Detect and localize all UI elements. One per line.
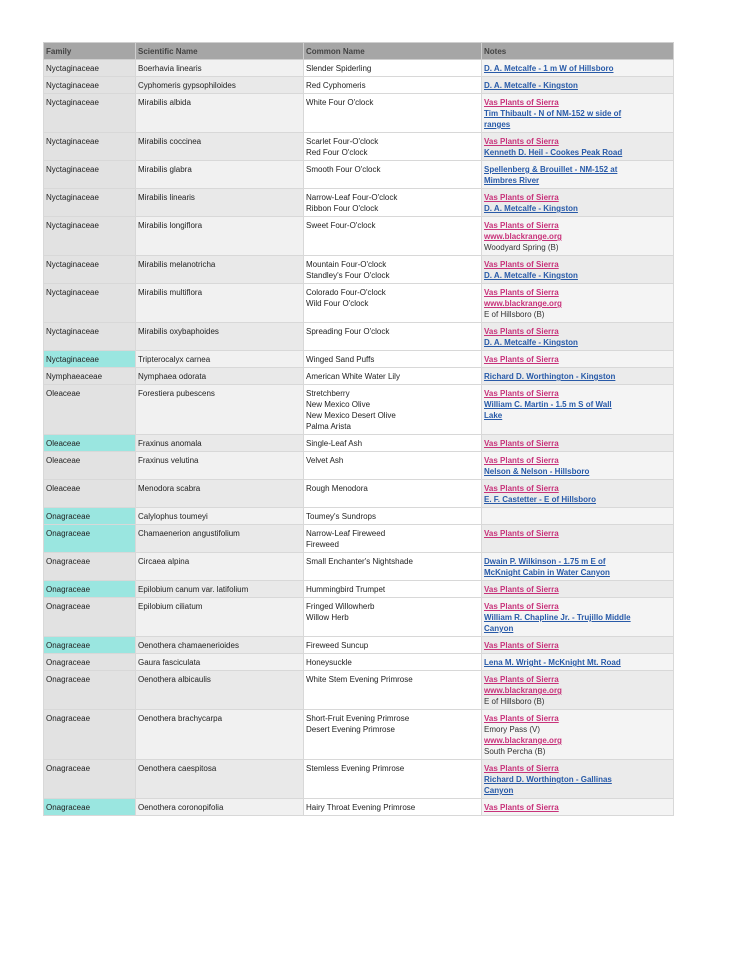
common-name-cell <box>304 217 482 256</box>
common-name-text: New Mexico Olive <box>306 400 371 409</box>
common-name-text: Ribbon Four O'clock <box>306 204 379 213</box>
notes-cell <box>482 553 674 581</box>
table-header-row <box>44 43 674 60</box>
common-name-text: Spreading Four O'clock <box>306 327 390 336</box>
family-cell: Onagraceae <box>44 710 136 760</box>
table-row <box>44 799 674 816</box>
family-cell: Onagraceae <box>44 581 136 598</box>
family-cell: Onagraceae <box>44 553 136 581</box>
common-name-text: White Stem Evening Primrose <box>306 675 413 684</box>
note-link[interactable]: Vas Plants of Sierra <box>484 355 559 364</box>
note-link[interactable]: William R. Chapline Jr. - Trujillo Middle <box>484 613 631 622</box>
common-name-cell <box>304 799 482 816</box>
note-link[interactable]: Vas Plants of Sierra <box>484 585 559 594</box>
scientific-name-cell <box>136 553 304 581</box>
table-row <box>44 385 674 435</box>
scientific-name-text: Oenothera brachycarpa <box>138 714 223 723</box>
note-link[interactable]: Nelson & Nelson - Hillsboro <box>484 467 590 476</box>
note-link[interactable]: Vas Plants of Sierra <box>484 529 559 538</box>
scientific-name-cell <box>136 452 304 480</box>
family-cell: Oleaceae <box>44 480 136 508</box>
note-link[interactable]: Vas Plants of Sierra <box>484 439 559 448</box>
note-link[interactable]: Richard D. Worthington - Gallinas <box>484 775 612 784</box>
family-cell: Onagraceae <box>44 760 136 799</box>
scientific-name-cell <box>136 598 304 637</box>
scientific-name-cell <box>136 710 304 760</box>
scientific-name-cell <box>136 133 304 161</box>
scientific-name-cell <box>136 323 304 351</box>
scientific-name-cell <box>136 799 304 816</box>
scientific-name-text: Oenothera albicaulis <box>138 675 211 684</box>
notes-cell <box>482 525 674 553</box>
common-name-text: Hairy Throat Evening Primrose <box>306 803 416 812</box>
common-name-text: Narrow-Leaf Four-O'clock <box>306 193 398 202</box>
note-link[interactable]: Richard D. Worthington - Kingston <box>484 372 616 381</box>
scientific-name-text: Mirabilis linearis <box>138 193 195 202</box>
common-name-text: Slender Spiderling <box>306 64 372 73</box>
table-row <box>44 553 674 581</box>
table-row <box>44 760 674 799</box>
notes-cell <box>482 60 674 77</box>
common-name-text: Smooth Four O'clock <box>306 165 381 174</box>
scientific-name-text: Chamaenerion angustifolium <box>138 529 240 538</box>
note-link[interactable]: D. A. Metcalfe - Kingston <box>484 271 578 280</box>
notes-cell <box>482 189 674 217</box>
scientific-name-text: Boerhavia linearis <box>138 64 202 73</box>
scientific-name-text: Circaea alpina <box>138 557 190 566</box>
table-row <box>44 637 674 654</box>
scientific-name-text: Fraxinus velutina <box>138 456 199 465</box>
note-link[interactable]: Vas Plants of Sierra <box>484 389 559 398</box>
family-cell: Onagraceae <box>44 508 136 525</box>
common-name-text: Fringed Willowherb <box>306 602 375 611</box>
scientific-name-cell <box>136 60 304 77</box>
common-name-cell <box>304 323 482 351</box>
note-link[interactable]: ranges <box>484 120 511 129</box>
scientific-name-cell <box>136 368 304 385</box>
common-name-text: American White Water Lily <box>306 372 400 381</box>
scientific-name-text: Mirabilis albida <box>138 98 191 107</box>
common-name-text: Honeysuckle <box>306 658 352 667</box>
scientific-name-text: Epilobium canum var. latifolium <box>138 585 249 594</box>
notes-cell <box>482 760 674 799</box>
common-name-cell <box>304 671 482 710</box>
table-row <box>44 189 674 217</box>
header-common-name: Common Name <box>304 43 482 60</box>
table-row <box>44 351 674 368</box>
scientific-name-cell <box>136 217 304 256</box>
note-link[interactable]: D. A. Metcalfe - Kingston <box>484 81 578 90</box>
family-cell: Nyctaginaceae <box>44 256 136 284</box>
scientific-name-text: Mirabilis melanotricha <box>138 260 216 269</box>
common-name-cell <box>304 256 482 284</box>
common-name-cell <box>304 385 482 435</box>
family-cell: Nyctaginaceae <box>44 217 136 256</box>
note-link[interactable]: Vas Plants of Sierra <box>484 137 559 146</box>
table-row <box>44 435 674 452</box>
common-name-cell <box>304 637 482 654</box>
common-name-cell <box>304 553 482 581</box>
common-name-text: Willow Herb <box>306 613 349 622</box>
note-link[interactable]: Vas Plants of Sierra <box>484 803 559 812</box>
scientific-name-text: Cyphomeris gypsophiloides <box>138 81 236 90</box>
note-link[interactable]: www.blackrange.org <box>484 736 562 745</box>
common-name-cell <box>304 760 482 799</box>
common-name-cell <box>304 581 482 598</box>
scientific-name-text: Mirabilis longiflora <box>138 221 203 230</box>
note-text: E of Hillsboro (B) <box>484 697 545 706</box>
family-cell: Nyctaginaceae <box>44 284 136 323</box>
common-name-text: Standley's Four O'clock <box>306 271 390 280</box>
note-text: E of Hillsboro (B) <box>484 310 545 319</box>
table-row <box>44 654 674 671</box>
note-text: Emory Pass (V) <box>484 725 541 734</box>
header-notes: Notes <box>482 43 674 60</box>
family-cell: Onagraceae <box>44 637 136 654</box>
scientific-name-cell <box>136 77 304 94</box>
common-name-text: Rough Menodora <box>306 484 368 493</box>
family-cell: Onagraceae <box>44 598 136 637</box>
notes-cell <box>482 161 674 189</box>
note-link[interactable]: Vas Plants of Sierra <box>484 221 559 230</box>
common-name-text: Velvet Ash <box>306 456 344 465</box>
family-cell: Nyctaginaceae <box>44 94 136 133</box>
scientific-name-text: Fraxinus anomala <box>138 439 202 448</box>
table-row <box>44 256 674 284</box>
common-name-text: Fireweed Suncup <box>306 641 369 650</box>
notes-cell <box>482 637 674 654</box>
table-row <box>44 217 674 256</box>
common-name-cell <box>304 284 482 323</box>
family-cell: Nyctaginaceae <box>44 323 136 351</box>
common-name-cell <box>304 133 482 161</box>
table-row <box>44 161 674 189</box>
note-link[interactable]: Spellenberg & Brouillet - NM-152 at <box>484 165 618 174</box>
note-link[interactable]: D. A. Metcalfe - Kingston <box>484 204 578 213</box>
common-name-text: Desert Evening Primrose <box>306 725 395 734</box>
note-link[interactable]: Tim Thibault - N of NM-152 w side of <box>484 109 622 118</box>
note-link[interactable]: Dwain P. Wilkinson - 1.75 m E of <box>484 557 606 566</box>
scientific-name-cell <box>136 284 304 323</box>
table-row <box>44 284 674 323</box>
note-link[interactable]: Kenneth D. Heil - Cookes Peak Road <box>484 148 623 157</box>
notes-cell <box>482 323 674 351</box>
notes-cell <box>482 351 674 368</box>
common-name-cell <box>304 525 482 553</box>
note-link[interactable]: Vas Plants of Sierra <box>484 288 559 297</box>
note-link[interactable]: Vas Plants of Sierra <box>484 675 559 684</box>
scientific-name-text: Epilobium ciliatum <box>138 602 203 611</box>
notes-cell <box>482 508 674 525</box>
family-cell: Nyctaginaceae <box>44 189 136 217</box>
scientific-name-cell <box>136 637 304 654</box>
scientific-name-cell <box>136 671 304 710</box>
note-link[interactable]: Vas Plants of Sierra <box>484 484 559 493</box>
scientific-name-cell <box>136 435 304 452</box>
table-row <box>44 508 674 525</box>
common-name-text: Short-Fruit Evening Primrose <box>306 714 410 723</box>
scientific-name-text: Mirabilis oxybaphoides <box>138 327 219 336</box>
notes-cell <box>482 435 674 452</box>
common-name-cell <box>304 598 482 637</box>
family-cell: Onagraceae <box>44 799 136 816</box>
table-row <box>44 581 674 598</box>
common-name-cell <box>304 77 482 94</box>
common-name-cell <box>304 351 482 368</box>
common-name-cell <box>304 161 482 189</box>
scientific-name-cell <box>136 581 304 598</box>
table-row <box>44 710 674 760</box>
notes-cell <box>482 133 674 161</box>
common-name-cell <box>304 452 482 480</box>
notes-cell <box>482 256 674 284</box>
common-name-text: Red Cyphomeris <box>306 81 366 90</box>
family-cell: Nyctaginaceae <box>44 77 136 94</box>
scientific-name-text: Tripterocalyx carnea <box>138 355 211 364</box>
notes-cell <box>482 94 674 133</box>
common-name-text: Stemless Evening Primrose <box>306 764 405 773</box>
note-link[interactable]: Vas Plants of Sierra <box>484 260 559 269</box>
note-link[interactable]: Canyon <box>484 786 514 795</box>
note-link[interactable]: Vas Plants of Sierra <box>484 602 559 611</box>
common-name-cell <box>304 368 482 385</box>
family-cell: Onagraceae <box>44 525 136 553</box>
table-row <box>44 671 674 710</box>
scientific-name-text: Calylophus toumeyi <box>138 512 208 521</box>
table-row <box>44 60 674 77</box>
common-name-text: Stretchberry <box>306 389 350 398</box>
notes-cell <box>482 217 674 256</box>
table-row <box>44 480 674 508</box>
scientific-name-cell <box>136 654 304 671</box>
notes-cell <box>482 368 674 385</box>
common-name-text: Red Four O'clock <box>306 148 368 157</box>
note-link[interactable]: Vas Plants of Sierra <box>484 641 559 650</box>
note-link[interactable]: William C. Martin - 1.5 m S of Wall <box>484 400 612 409</box>
common-name-text: Small Enchanter's Nightshade <box>306 557 413 566</box>
species-table <box>43 42 674 816</box>
common-name-cell <box>304 654 482 671</box>
table-row <box>44 452 674 480</box>
note-link[interactable]: Lena M. Wright - McKnight Mt. Road <box>484 658 621 667</box>
note-link[interactable]: Vas Plants of Sierra <box>484 193 559 202</box>
family-cell: Oleaceae <box>44 385 136 435</box>
scientific-name-cell <box>136 189 304 217</box>
scientific-name-text: Gaura fasciculata <box>138 658 201 667</box>
common-name-cell <box>304 508 482 525</box>
note-link[interactable]: McKnight Cabin in Water Canyon <box>484 568 610 577</box>
family-cell: Nyctaginaceae <box>44 60 136 77</box>
scientific-name-text: Oenothera chamaenerioides <box>138 641 239 650</box>
common-name-cell <box>304 710 482 760</box>
scientific-name-cell <box>136 94 304 133</box>
note-link[interactable]: www.blackrange.org <box>484 686 562 695</box>
scientific-name-cell <box>136 385 304 435</box>
note-link[interactable]: E. F. Castetter - E of Hillsboro <box>484 495 597 504</box>
note-link[interactable]: Vas Plants of Sierra <box>484 98 559 107</box>
common-name-text: Palma Arista <box>306 422 351 431</box>
scientific-name-cell <box>136 256 304 284</box>
family-cell: Oleaceae <box>44 452 136 480</box>
scientific-name-text: Nymphaea odorata <box>138 372 207 381</box>
common-name-text: Hummingbird Trumpet <box>306 585 386 594</box>
scientific-name-text: Mirabilis glabra <box>138 165 192 174</box>
note-text: Woodyard Spring (B) <box>484 243 559 252</box>
family-cell: Onagraceae <box>44 654 136 671</box>
common-name-text: Winged Sand Puffs <box>306 355 375 364</box>
table-row <box>44 525 674 553</box>
note-link[interactable]: www.blackrange.org <box>484 299 562 308</box>
common-name-cell <box>304 94 482 133</box>
note-link[interactable]: Vas Plants of Sierra <box>484 456 559 465</box>
scientific-name-text: Oenothera caespitosa <box>138 764 217 773</box>
table-row <box>44 94 674 133</box>
common-name-text: Fireweed <box>306 540 339 549</box>
common-name-text: Narrow-Leaf Fireweed <box>306 529 386 538</box>
scientific-name-cell <box>136 351 304 368</box>
table-row <box>44 77 674 94</box>
table-body <box>44 60 674 816</box>
family-cell: Oleaceae <box>44 435 136 452</box>
common-name-text: Mountain Four-O'clock <box>306 260 387 269</box>
common-name-text: Wild Four O'clock <box>306 299 369 308</box>
scientific-name-cell <box>136 508 304 525</box>
note-link[interactable]: D. A. Metcalfe - Kingston <box>484 338 578 347</box>
scientific-name-text: Menodora scabra <box>138 484 201 493</box>
scientific-name-cell <box>136 161 304 189</box>
notes-cell <box>482 77 674 94</box>
note-link[interactable]: www.blackrange.org <box>484 232 562 241</box>
scientific-name-cell <box>136 760 304 799</box>
note-link[interactable]: Vas Plants of Sierra <box>484 764 559 773</box>
note-link[interactable]: D. A. Metcalfe - 1 m W of Hillsboro <box>484 64 614 73</box>
species-table-page <box>43 42 673 816</box>
scientific-name-text: Forestiera pubescens <box>138 389 215 398</box>
common-name-text: Sweet Four-O'clock <box>306 221 376 230</box>
note-link[interactable]: Mimbres River <box>484 176 540 185</box>
notes-cell <box>482 654 674 671</box>
common-name-cell <box>304 189 482 217</box>
header-family: Family <box>44 43 136 60</box>
notes-cell <box>482 385 674 435</box>
notes-cell <box>482 799 674 816</box>
scientific-name-cell <box>136 525 304 553</box>
family-cell: Nyctaginaceae <box>44 351 136 368</box>
notes-cell <box>482 452 674 480</box>
common-name-text: White Four O'clock <box>306 98 374 107</box>
note-link[interactable]: Vas Plants of Sierra <box>484 327 559 336</box>
family-cell: Onagraceae <box>44 671 136 710</box>
family-cell: Nymphaeaceae <box>44 368 136 385</box>
table-row <box>44 368 674 385</box>
notes-cell <box>482 284 674 323</box>
scientific-name-text: Oenothera coronopifolia <box>138 803 224 812</box>
scientific-name-cell <box>136 480 304 508</box>
note-link[interactable]: Lake <box>484 411 503 420</box>
note-text: South Percha (B) <box>484 747 546 756</box>
table-row <box>44 598 674 637</box>
scientific-name-text: Mirabilis coccinea <box>138 137 202 146</box>
note-link[interactable]: Vas Plants of Sierra <box>484 714 559 723</box>
notes-cell <box>482 598 674 637</box>
family-cell: Nyctaginaceae <box>44 133 136 161</box>
common-name-text: Single-Leaf Ash <box>306 439 363 448</box>
common-name-text: Toumey's Sundrops <box>306 512 377 521</box>
common-name-text: Scarlet Four-O'clock <box>306 137 379 146</box>
notes-cell <box>482 710 674 760</box>
table-row <box>44 323 674 351</box>
common-name-cell <box>304 435 482 452</box>
common-name-text: New Mexico Desert Olive <box>306 411 396 420</box>
common-name-cell <box>304 60 482 77</box>
family-cell: Nyctaginaceae <box>44 161 136 189</box>
table-row <box>44 133 674 161</box>
notes-cell <box>482 581 674 598</box>
note-link[interactable]: Canyon <box>484 624 514 633</box>
common-name-cell <box>304 480 482 508</box>
notes-cell <box>482 671 674 710</box>
scientific-name-text: Mirabilis multiflora <box>138 288 203 297</box>
header-scientific-name: Scientific Name <box>136 43 304 60</box>
notes-cell <box>482 480 674 508</box>
common-name-text: Colorado Four-O'clock <box>306 288 386 297</box>
